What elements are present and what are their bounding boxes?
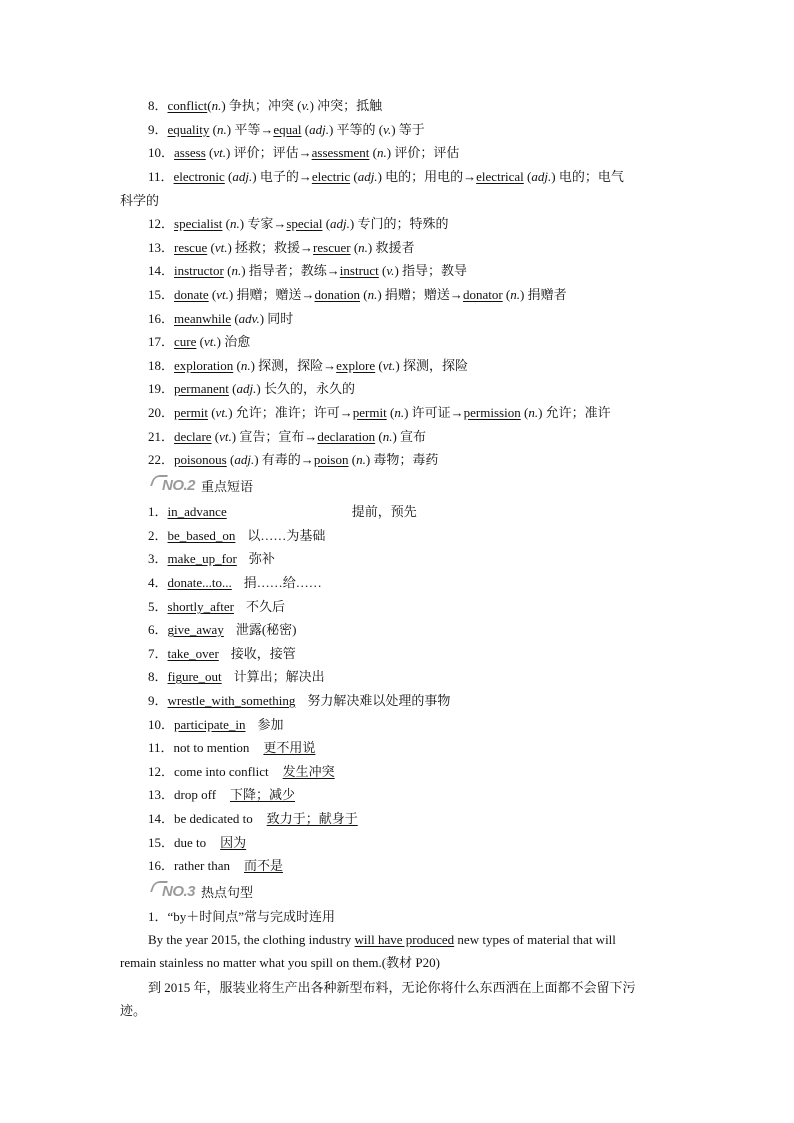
phrase-item	[148, 786, 295, 804]
vocabulary-text: (	[523, 169, 532, 184]
vocabulary-text: (	[369, 145, 377, 160]
phrase-meaning: 努力解决难以处理的事物	[307, 693, 451, 708]
vocabulary-word: donation	[314, 287, 360, 302]
vocabulary-item	[148, 168, 624, 186]
vocabulary-item	[148, 333, 250, 351]
phrase-meaning: 下降；减少	[230, 787, 296, 802]
phrase-item	[148, 810, 358, 828]
phrase-item	[148, 763, 335, 781]
item-number: 15．	[148, 835, 175, 850]
vocabulary-text: (	[375, 429, 383, 444]
vocabulary-word: meanwhile	[174, 311, 232, 326]
phrase-item	[148, 857, 283, 875]
item-number: 2．	[148, 528, 168, 543]
vocabulary-text: ) 有毒的→	[254, 452, 314, 467]
vocabulary-text: ) 允许；准许	[538, 405, 611, 420]
item-number: 14．	[148, 811, 175, 826]
vocabulary-word: poisonous	[174, 452, 227, 467]
vocabulary-text: (	[375, 358, 383, 373]
phrase-item	[148, 503, 417, 521]
phrase-item	[148, 834, 246, 852]
vocabulary-word: permission	[463, 405, 521, 420]
sentence-text: By the year 2015, the clothing industry	[148, 932, 355, 947]
phrase-meaning: 以……为基础	[247, 528, 326, 543]
item-number: 11．	[148, 169, 174, 184]
vocabulary-item	[148, 97, 382, 115]
vocabulary-text: (	[348, 452, 357, 467]
vocabulary-text: vt.	[203, 334, 217, 349]
phrase-meaning: 而不是	[243, 858, 283, 873]
item-number: 13．	[148, 787, 175, 802]
item-number: 8．	[148, 98, 168, 113]
item-number: 14．	[148, 263, 175, 278]
vocabulary-text: (	[205, 145, 214, 160]
vocabulary-text: (	[207, 98, 212, 113]
item-number: 4．	[148, 575, 168, 590]
vocabulary-item	[148, 121, 425, 139]
vocabulary-text: adj.	[309, 122, 329, 137]
vocabulary-text: ) 平等的 (	[328, 122, 384, 137]
section-header-phrases	[152, 476, 253, 498]
vocabulary-item	[148, 310, 293, 328]
phrase-item	[148, 716, 284, 734]
phrase-english: due to	[174, 835, 207, 850]
vocabulary-text: adj.	[236, 381, 257, 396]
vocabulary-text: n.	[367, 287, 378, 302]
vocabulary-text: adj.	[232, 169, 253, 184]
item-number: 19．	[148, 381, 175, 396]
vocabulary-word: cure	[174, 334, 197, 349]
phrase-meaning: 因为	[220, 835, 247, 850]
phrase-item	[148, 621, 297, 639]
sentence-english-line-1	[148, 931, 616, 949]
item-number: 1．	[148, 504, 168, 519]
vocabulary-text: ) 评价；评估	[386, 145, 460, 160]
vocabulary-wrap-line: 科学的	[120, 193, 160, 208]
phrase-english: wrestle_with_something	[167, 693, 296, 708]
vocabulary-text: n.	[217, 122, 227, 137]
phrase-meaning: 不久后	[245, 599, 285, 614]
vocabulary-text: ) 电的；用电的→	[377, 169, 477, 184]
vocabulary-item	[148, 239, 415, 257]
phrase-item	[148, 668, 325, 686]
phrase-english: not to mention	[173, 740, 250, 755]
vocabulary-text: ) 等于	[391, 122, 425, 137]
vocabulary-word: instructor	[174, 263, 224, 278]
vocabulary-text: (	[378, 263, 387, 278]
vocabulary-word: equal	[273, 122, 302, 137]
vocabulary-text: adv.	[238, 311, 260, 326]
phrase-item	[148, 692, 450, 710]
item-number: 11．	[148, 740, 174, 755]
vocabulary-word: explore	[336, 358, 376, 373]
vocabulary-word: declaration	[317, 429, 376, 444]
phrase-meaning: 弥补	[248, 551, 275, 566]
vocabulary-word: permit	[174, 405, 208, 420]
section-number-logo: NO.3	[152, 883, 195, 900]
vocabulary-text: ) 捐赠；赠送→	[377, 287, 463, 302]
vocabulary-text: ) 专门的；特殊的	[349, 216, 449, 231]
phrase-meaning: 更不用说	[263, 740, 316, 755]
vocabulary-text: ) 平等→	[226, 122, 274, 137]
vocabulary-text: v.	[301, 98, 310, 113]
vocabulary-item	[148, 404, 611, 422]
vocabulary-text: (	[226, 452, 235, 467]
vocabulary-word: assessment	[311, 145, 370, 160]
vocabulary-text: v.	[383, 122, 392, 137]
vocabulary-text: n.	[231, 263, 242, 278]
vocabulary-text: ) 探测，探险→	[250, 358, 337, 373]
vocabulary-text: ) 探测，探险	[395, 358, 468, 373]
vocabulary-word: declare	[174, 429, 212, 444]
vocabulary-text: (	[350, 169, 358, 184]
vocabulary-text: n.	[211, 98, 222, 113]
vocabulary-text: vt.	[213, 145, 227, 160]
phrase-meaning: 泄露(秘密)	[235, 622, 297, 637]
phrase-english: in_advance	[167, 504, 227, 519]
sentence-answer: will have produced	[354, 932, 455, 947]
vocabulary-text: ) 捐赠；赠送→	[228, 287, 315, 302]
item-number: 17．	[148, 334, 175, 349]
phrase-english: be dedicated to	[174, 811, 253, 826]
phrase-item	[148, 645, 296, 663]
vocabulary-item	[148, 357, 468, 375]
vocabulary-text: ) 治愈	[216, 334, 251, 349]
vocabulary-word: donate	[174, 287, 209, 302]
vocabulary-text: (	[301, 122, 310, 137]
vocabulary-text: (	[228, 381, 237, 396]
phrase-english: participate_in	[174, 717, 246, 732]
vocabulary-text: (	[196, 334, 204, 349]
item-number: 10．	[148, 145, 175, 160]
phrase-english: give_away	[167, 622, 224, 637]
vocabulary-text: ) 许可证→	[404, 405, 464, 420]
vocabulary-word: rescuer	[313, 240, 351, 255]
vocabulary-text: ) 毒物；毒药	[365, 452, 439, 467]
vocabulary-text: (	[211, 429, 220, 444]
vocabulary-text: (	[207, 240, 215, 255]
phrase-english: take_over	[167, 646, 219, 661]
vocabulary-text: vt.	[382, 358, 396, 373]
vocabulary-text: ) 争执；冲突 (	[221, 98, 302, 113]
vocabulary-text: n.	[382, 429, 393, 444]
phrase-meaning: 计算出；解决出	[233, 669, 325, 684]
vocabulary-word: electrical	[476, 169, 524, 184]
item-number: 9．	[148, 693, 168, 708]
vocabulary-word: conflict	[167, 98, 208, 113]
vocabulary-word: permanent	[174, 381, 229, 396]
vocabulary-text: ) 指导；教导	[394, 263, 468, 278]
vocabulary-text: (	[233, 358, 241, 373]
vocabulary-text: (	[520, 405, 529, 420]
item-number: 5．	[148, 599, 168, 614]
vocabulary-text: ) 拯救；救援→	[227, 240, 314, 255]
phrase-item	[148, 527, 325, 545]
item-number: 9．	[148, 122, 168, 137]
vocabulary-item	[148, 262, 467, 280]
vocabulary-text: (	[322, 216, 331, 231]
vocabulary-text: n.	[356, 452, 366, 467]
section-title: 重点短语	[201, 479, 254, 494]
vocabulary-text: vt.	[219, 429, 232, 444]
vocabulary-text: n.	[528, 405, 539, 420]
vocabulary-word: equality	[167, 122, 210, 137]
phrase-meaning: 接收，接管	[230, 646, 296, 661]
item-number: 13．	[148, 240, 175, 255]
vocabulary-text: adj.	[330, 216, 350, 231]
item-number: 10．	[148, 717, 175, 732]
item-number: 8．	[148, 669, 168, 684]
vocabulary-word: specialist	[174, 216, 223, 231]
vocabulary-text: ) 长久的，永久的	[256, 381, 355, 396]
vocabulary-item	[148, 286, 567, 304]
vocabulary-word: exploration	[174, 358, 234, 373]
phrase-meaning: 提前，预先	[351, 504, 417, 519]
item-number: 22．	[148, 452, 175, 467]
vocabulary-word: electric	[311, 169, 351, 184]
sentence-heading: 1．“by＋时间点”常与完成时连用	[148, 909, 336, 924]
vocabulary-text: (	[231, 311, 239, 326]
vocabulary-text: adj.	[234, 452, 255, 467]
vocabulary-text: ) 电的；电气	[551, 169, 624, 184]
vocabulary-word: special	[286, 216, 323, 231]
item-number: 21．	[148, 429, 175, 444]
item-number: 6．	[148, 622, 168, 637]
vocabulary-item	[148, 380, 355, 398]
vocabulary-word: poison	[313, 452, 349, 467]
item-number: 18．	[148, 358, 175, 373]
vocabulary-text: n.	[240, 358, 251, 373]
phrase-item	[148, 574, 322, 592]
vocabulary-item	[148, 451, 438, 469]
vocabulary-text: (	[224, 169, 233, 184]
vocabulary-text: (	[207, 405, 216, 420]
phrase-english: make_up_for	[167, 551, 237, 566]
sentence-chinese-line-2: 迹。	[120, 1003, 147, 1018]
vocabulary-text: ) 同时	[259, 311, 294, 326]
vocabulary-text: (	[502, 287, 511, 302]
vocabulary-word: rescue	[174, 240, 208, 255]
vocabulary-text: ) 冲突；抵触	[309, 98, 383, 113]
phrase-meaning: 发生冲突	[282, 764, 335, 779]
phrase-english: rather than	[174, 858, 230, 873]
vocabulary-text: n.	[358, 240, 368, 255]
item-number: 15．	[148, 287, 175, 302]
vocabulary-text: adj.	[357, 169, 378, 184]
vocabulary-text: ) 宣告；宣布→	[231, 429, 318, 444]
vocabulary-text: n.	[377, 145, 387, 160]
phrase-english: come into conflict	[174, 764, 269, 779]
item-number: 3．	[148, 551, 168, 566]
phrase-meaning: 捐……给……	[243, 575, 322, 590]
vocabulary-text: ) 评价；评估→	[226, 145, 312, 160]
vocabulary-text: (	[223, 263, 232, 278]
vocabulary-text: ) 专家→	[239, 216, 287, 231]
vocabulary-word: electronic	[173, 169, 225, 184]
vocabulary-text: vt.	[214, 240, 228, 255]
vocabulary-text: ) 宣布	[392, 429, 427, 444]
vocabulary-text: vt.	[215, 405, 229, 420]
vocabulary-text: (	[209, 122, 217, 137]
vocabulary-text: vt.	[216, 287, 229, 302]
section-number-logo: NO.2	[152, 477, 195, 494]
vocabulary-item	[148, 144, 459, 162]
vocabulary-text: n.	[510, 287, 520, 302]
vocabulary-text: (	[222, 216, 230, 231]
phrase-meaning: 参加	[257, 717, 284, 732]
vocabulary-text: ) 救援者	[367, 240, 415, 255]
phrase-item	[148, 739, 315, 757]
phrase-english: figure_out	[167, 669, 222, 684]
vocabulary-text: (	[350, 240, 359, 255]
vocabulary-text: (	[360, 287, 368, 302]
phrase-item	[148, 598, 285, 616]
item-number: 12．	[148, 764, 175, 779]
vocabulary-text: adj.	[531, 169, 552, 184]
phrase-english: shortly_after	[167, 599, 234, 614]
item-number: 12．	[148, 216, 175, 231]
vocabulary-word: assess	[174, 145, 206, 160]
vocabulary-text: (	[386, 405, 395, 420]
sentence-english-line-2: remain stainless no matter what you spill on them.(教材 P20)	[120, 955, 440, 970]
section-header-sentences	[152, 882, 253, 904]
sentence-chinese-line-1: 到 2015 年，服装业将生产出各种新型布料，无论你将什么东西洒在上面都不会留下污	[148, 980, 636, 995]
vocabulary-text: ) 允许；准许；许可→	[228, 405, 353, 420]
vocabulary-text: v.	[386, 263, 395, 278]
vocabulary-text: ) 捐赠者	[520, 287, 567, 302]
vocabulary-word: donator	[462, 287, 503, 302]
item-number: 20．	[148, 405, 175, 420]
vocabulary-text: ) 电子的→	[252, 169, 312, 184]
vocabulary-text: ) 指导者；教练→	[241, 263, 340, 278]
item-number: 7．	[148, 646, 168, 661]
phrase-english: be_based_on	[167, 528, 236, 543]
phrase-item	[148, 550, 275, 568]
vocabulary-word: instruct	[339, 263, 379, 278]
item-number: 16．	[148, 858, 175, 873]
vocabulary-text: (	[208, 287, 217, 302]
vocabulary-text: n.	[394, 405, 405, 420]
vocabulary-item	[148, 428, 426, 446]
phrase-english: drop off	[174, 787, 217, 802]
item-number: 16．	[148, 311, 175, 326]
sentence-text: new types of material that will	[454, 932, 616, 947]
section-title: 热点句型	[201, 885, 254, 900]
vocabulary-word: permit	[352, 405, 387, 420]
vocabulary-item	[148, 215, 449, 233]
vocabulary-text: n.	[230, 216, 240, 231]
phrase-meaning: 致力于；献身于	[266, 811, 358, 826]
phrase-english: donate...to...	[167, 575, 232, 590]
